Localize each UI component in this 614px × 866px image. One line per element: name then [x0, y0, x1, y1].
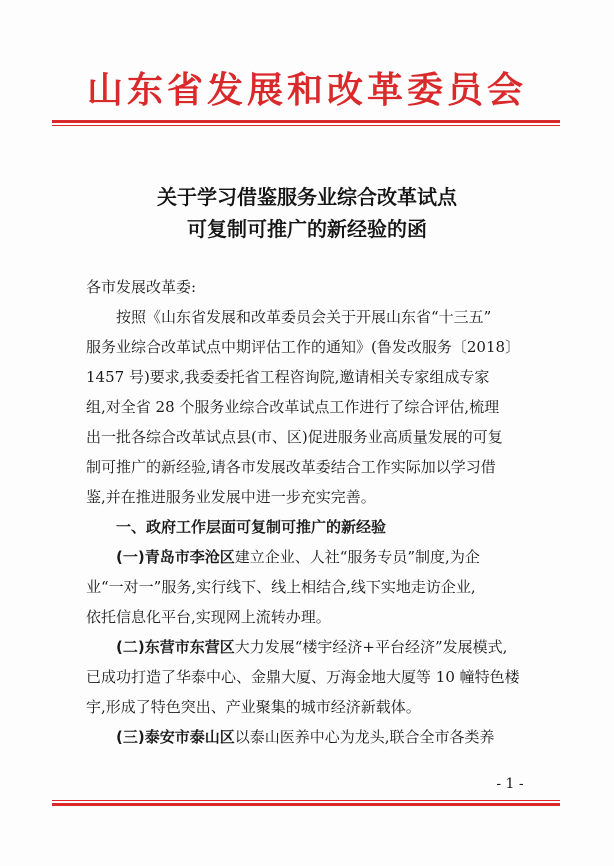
item-line: 依托信息化平台,实现网上流转办理。 [86, 608, 331, 626]
item-text: 大力发展“楼宇经济+平台经济”发展模式, [234, 638, 508, 656]
paragraph-line: 出一批各综合改革试点县(市、区)促进服务业高质量发展的可复 [86, 428, 503, 446]
document-title-line-2: 可复制可推广的新经验的函 [187, 217, 427, 241]
document-title-line-1: 关于学习借鉴服务业综合改革试点 [157, 185, 457, 209]
org-letterhead: 山东省发展和改革委员会 [86, 69, 527, 111]
item-line: 宇,形成了特色突出、产业聚集的城市经济新载体。 [86, 698, 421, 716]
paragraph-line: 服务业综合改革试点中期评估工作的通知》(鲁发改服务〔2018〕 [86, 338, 521, 356]
item-text: 以泰山医养中心为龙头,联合全市各类养 [234, 728, 495, 746]
item-label: (二)东营市东营区 [116, 638, 235, 656]
item-line: 已成功打造了华泰中心、金鼎大厦、万海金地大厦等 10 幢特色楼 [86, 668, 520, 686]
item-line [86, 632, 556, 662]
footer-rule-thin [52, 800, 560, 801]
page-number: - 1 - [496, 776, 524, 792]
item-line [86, 722, 556, 752]
salutation: 各市发展改革委: [86, 278, 197, 296]
paragraph-line: 鉴,并在推进服务业发展中进一步充实完善。 [86, 488, 376, 506]
item-line: 业“一对一”服务,实行线下、线上相结合,线下实地走访企业, [86, 578, 476, 596]
header-rule-thick [52, 120, 560, 123]
item-label: (三)泰安市泰山区 [116, 728, 235, 746]
item-text: 建立企业、人社“服务专员”制度,为企 [234, 548, 480, 566]
paragraph-line: 制可推广的新经验,请各市发展改革委结合工作实际加以学习借 [86, 458, 496, 476]
paragraph-line: 组,对全省 28 个服务业综合改革试点工作进行了综合评估,梳理 [86, 398, 500, 416]
section-heading: 一、政府工作层面可复制可推广的新经验 [116, 518, 387, 536]
document-body [86, 272, 556, 752]
paragraph-line: 1457 号)要求,我委委托省工程咨询院,邀请相关专家组成专家 [86, 368, 490, 386]
item-line [86, 542, 556, 572]
item-label: (一)青岛市李沧区 [116, 548, 235, 566]
paragraph-line: 按照《山东省发展和改革委员会关于开展山东省“十三五” [116, 308, 492, 326]
footer-rule-thick [52, 803, 560, 806]
header-rule-thin [52, 125, 560, 126]
